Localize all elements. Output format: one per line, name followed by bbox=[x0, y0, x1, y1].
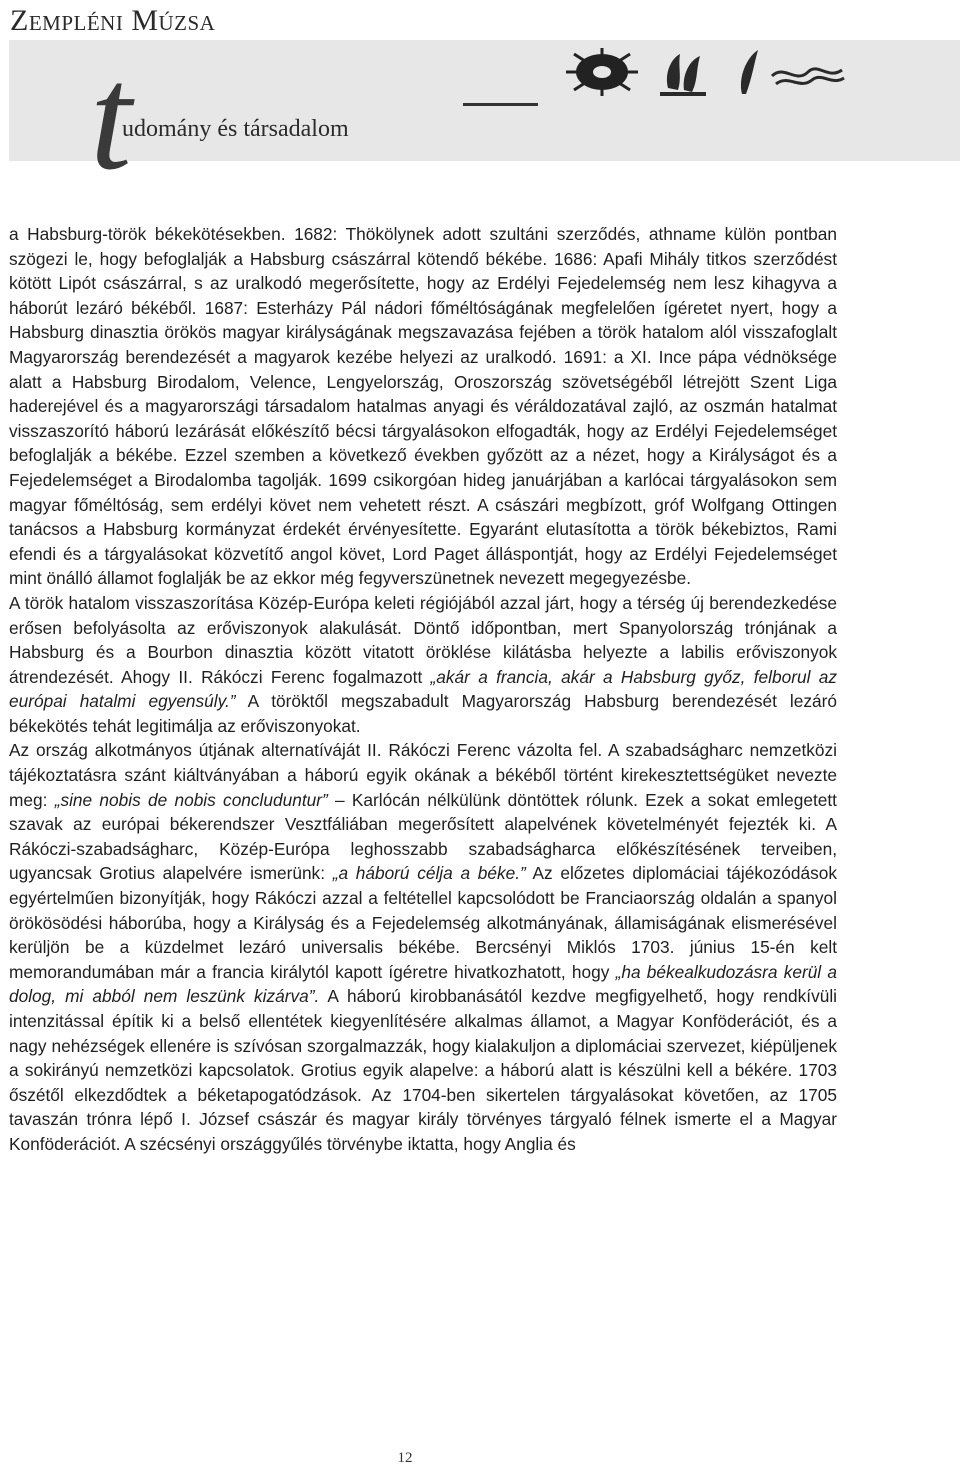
paragraph bbox=[9, 591, 837, 739]
paragraph-text: – Karlócán nélkülünk döntöttek rólunk. Ezek a sokat emlegetett szavak az európai békerendszer Vesztfáliában megerősített alapelvének követelményét fejezték ki. A Rákóczi-szabadságharc, Közép-Európa leghosszabb szabadságharca előkészítésének terveiben, ugyancsak Grotius alapelvére ismerünk: bbox=[9, 789, 837, 884]
paragraph-text: Az ország alkotmányos útjának alternatíváját II. Rákóczi Ferenc vázolta fel. A szabadságharc nemzetközi tájékoztatásra szánt kiáltványában a háború egyik okának a békéből történt kirekesztettségüket nevezte meg: bbox=[9, 740, 837, 810]
paragraph bbox=[9, 738, 837, 1156]
sunburst-ornament-icon bbox=[566, 48, 638, 96]
wave-ornament-icon bbox=[772, 69, 844, 84]
section-title: udomány és társadalom bbox=[122, 116, 349, 142]
header-rule bbox=[463, 103, 538, 106]
quotation-text: „ha békealkudozásra kerül a dolog, mi abból nem leszünk kizárva”. bbox=[9, 961, 837, 1007]
paragraph-text: a Habsburg-török békekötésekben. 1682: Thökölynek adott szultáni szerződés, athname külön pontban szögezi le, hogy befoglalják a Habsburg császárral kötendő békébe. 1686: Apafi Mihály titkos szerződést kötött Lipót császárral, s az uralkodó megerősítette, hogy az Erdélyi Fejedelemség nem lesz kihagyva a háborút lezáró békéből. 1687: Esterházy Pál nádori főméltóságának megfelelően ígéretet nyert, hogy a Habsburg dinasztia örökös magyar királyságának megszavazása fejében a török hatalom alól visszafoglalt Magyarország berendezését a magyarok kezébe helyezi az uralkodó. 1691: a XI. Ince pápa védnöksége alatt a Habsburg Birodalom, Velence, Lengyelország, Oroszország szövetségéből létrejött Szent Liga haderejével és a magyarországi társadalom hatalmas anyagi és véráldozatával zajló, az oszmán hatalmat visszaszorító háború lezárását előkészítő bécsi tárgyalásokon elfogadták, hogy az Erdélyi Fejedelemséget befoglalják a békébe. Ezzel szemben a következő években győzött az a nézet, hogy a Királyságot és a Fejedelemséget a Birodalomba tagolják. 1699 csikorgóan hideg januárjában a karlócai tárgyalásokon sem magyar főméltóság, sem erdélyi követ nem vehetett részt. A császári megbízott, gróf Wolfgang Ottingen tanácsos a Habsburg kormányzat érdekét érvényesítette. Egyaránt elutasította a török békebiztos, Rami efendi és a tárgyalásokat közvetítő angol követ, Lord Paget álláspontját, hogy az Erdélyi Fejedelemséget mint önálló államot foglalják be az ekkor még fegyverszünetnek nevezett megegyezésbe. bbox=[9, 224, 837, 589]
paragraph-text: A török hatalom visszaszorítása Közép-Európa keleti régiójából azzal járt, hogy a térség új berendezkedése erősen befolyásolta az erőviszonyok alakulását. Döntő időpontban, mert Spanyolország trónjának a Habsburg és a Bourbon dinasztia között vitatott öröklése kilátásba helyezte a labilis erőviszonyok átrendezését. Ahogy II. Rákóczi Ferenc fogalmazott bbox=[9, 592, 837, 687]
decorative-ornaments-icon bbox=[560, 44, 850, 104]
section-initial: t bbox=[90, 35, 132, 201]
paragraph bbox=[9, 222, 837, 591]
paragraph-text: A töröktől megszabadult Magyarország Habsburg berendezését lezáró békekötés tehát legitimálja az erőviszonyokat. bbox=[9, 691, 837, 736]
masthead bbox=[0, 0, 960, 201]
paragraph-text: Az előzetes diplomáciai tájékozódások egyértelműen bizonyítják, hogy Rákóczi azzal a feltétellel kapcsolódott be Franciaország oldalán a spanyol örökösödési háborúba, hogy a Királyság és a Fejedelemség alkotmányának, államiságának elismerésével kerüljön be a küzdelmet lezáró universalis békébe. Bercsényi Miklós 1703. június 15-én kelt memorandumában már a francia királytól kapott ígéretre hivatkozhatott, hogy bbox=[9, 863, 837, 982]
paragraph-text: A háború kirobbanásától kezdve megfigyelhető, hogy rendkívüli intenzitással építik ki a belső ellentétek kiegyenlítésére alkalmas államot, a Magyar Konföderációt, és a nagy nehézségek ellenére is szívósan szorgalmazzák, hogy kialakuljon a diplomáciai szervezet, kiépüljenek a sokirányú nemzetközi kapcsolatok. Grotius egyik alapelve: a háború alatt is készülni kell a békére. 1703 őszétől elkezdődtek a béketapogatódzások. Az 1704-ben sikertelen tárgyalásokat követően, az 1705 tavaszán trónra lépő I. József császár és magyar király törvényes tárgyaló félnek ismerte el a Magyar Konföderációt. A szécsényi országgyűlés törvénybe iktatta, hogy Anglia és bbox=[9, 986, 837, 1154]
quotation-text: „a háború célja a béke.” bbox=[332, 863, 526, 884]
feather-ornament-icon bbox=[741, 50, 758, 94]
quotation-text: „sine nobis de nobis concluduntur” bbox=[54, 789, 328, 810]
journal-title: Zempléni Múzsa bbox=[10, 4, 216, 37]
article-body bbox=[9, 222, 837, 1157]
page-number: 12 bbox=[397, 1450, 413, 1466]
quotation-text: „akár a francia, akár a Habsburg győz, felborul az európai hatalmi egyensúly.” bbox=[9, 666, 837, 712]
leaf-ornament-icon bbox=[660, 54, 706, 96]
